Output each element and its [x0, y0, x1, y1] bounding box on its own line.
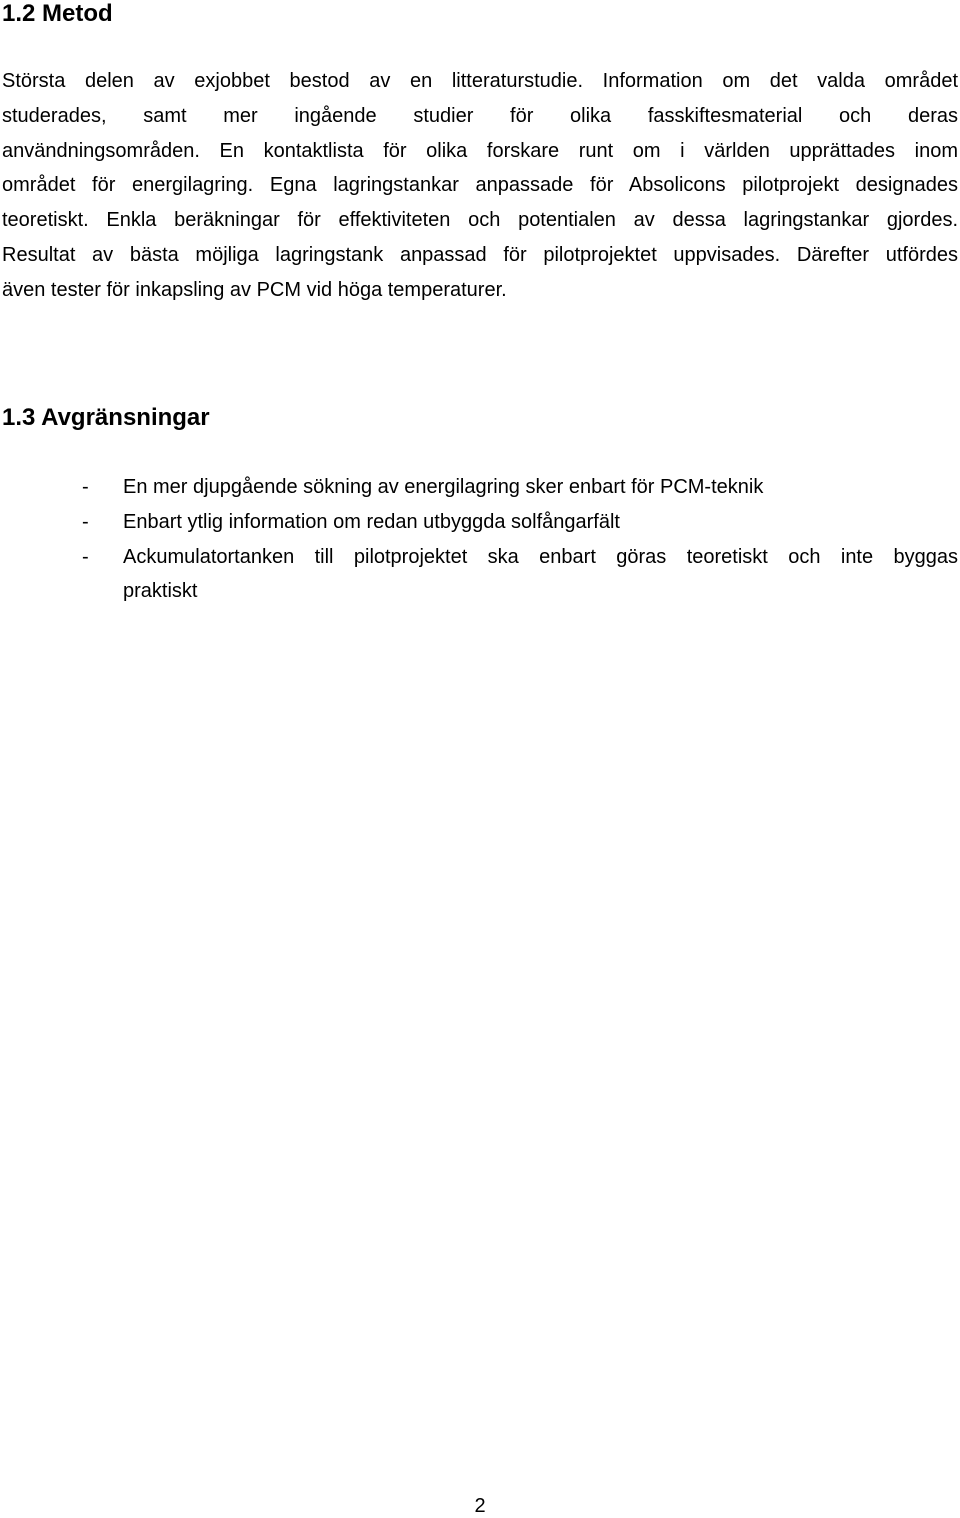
paragraph-line: Största delen av exjobbet bestod av en litteraturstudie. Information om det valda området: [2, 70, 958, 92]
page-number: 2: [474, 1495, 486, 1517]
paragraph-line: Resultat av bästa möjliga lagringstank anpassad för pilotprojektet uppvisades. Därefter utfördes: [2, 243, 958, 266]
list-item: [0, 540, 960, 610]
list-item-line: Ackumulatortanken till pilotprojektet ska enbart göras teoretiskt och inte byggas: [123, 545, 958, 568]
section-heading-metod: 1.2 Metod: [2, 0, 113, 27]
bullet-dash: -: [82, 545, 89, 568]
paragraph-metod: [2, 64, 958, 308]
list-item-line: En mer djupgående sökning av energilagring sker enbart för PCM-teknik: [123, 476, 764, 498]
list-item: [0, 470, 960, 505]
paragraph-line: även tester för inkapsling av PCM vid höga temperaturer.: [2, 278, 507, 301]
paragraph-line: användningsområden. En kontaktlista för olika forskare runt om i världen upprättades inom: [2, 139, 958, 162]
section-heading-avgransningar: 1.3 Avgränsningar: [2, 404, 210, 431]
list-item-text: [123, 540, 958, 610]
paragraph-line: området för energilagring. Egna lagringstankar anpassade för Absolicons pilotprojekt designades: [2, 174, 958, 197]
bullet-dash: -: [82, 476, 89, 498]
paragraph-line: studerades, samt mer ingående studier för olika fasskiftesmaterial och deras: [2, 104, 958, 127]
paragraph-line: teoretiskt. Enkla beräkningar för effektiviteten och potentialen av dessa lagringstankar gjordes.: [2, 209, 958, 232]
bullet-list-avgransningar: [0, 470, 960, 609]
list-item-text: [123, 505, 958, 540]
list-item: [0, 505, 960, 540]
list-item-line: praktiskt: [123, 580, 198, 603]
list-item-line: Enbart ytlig information om redan utbyggda solfångarfält: [123, 510, 620, 533]
bullet-dash: -: [82, 510, 89, 533]
list-item-text: [123, 470, 958, 505]
